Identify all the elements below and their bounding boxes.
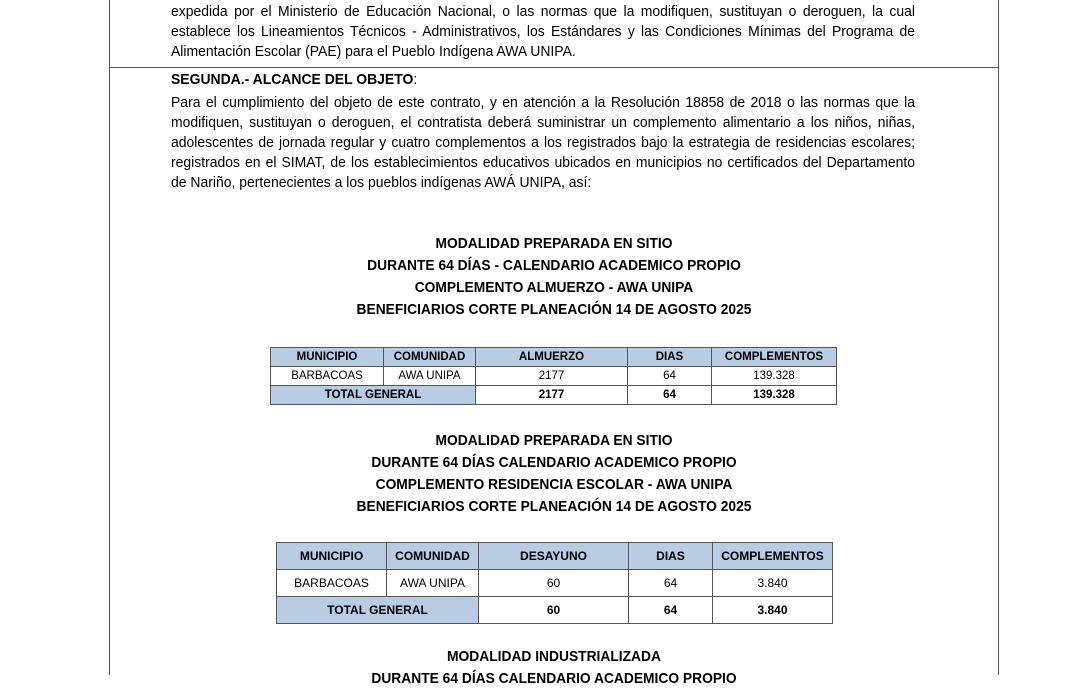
total-label: TOTAL GENERAL xyxy=(271,386,476,405)
table-header-row xyxy=(271,348,837,367)
total-desayuno: 60 xyxy=(479,597,629,624)
header-comunidad: COMUNIDAD xyxy=(384,348,476,367)
block-3-title-line: MODALIDAD INDUSTRIALIZADA xyxy=(447,648,661,665)
cell-comunidad: AWA UNIPA xyxy=(384,367,476,386)
almuerzo-table xyxy=(270,347,837,405)
header-municipio: MUNICIPIO xyxy=(271,348,384,367)
header-comunidad: COMUNIDAD xyxy=(387,543,479,570)
cell-municipio: BARBACOAS xyxy=(277,570,387,597)
total-dias: 64 xyxy=(629,597,713,624)
clause-2-heading xyxy=(171,70,417,90)
block-1-title-line: MODALIDAD PREPARADA EN SITIO xyxy=(435,235,673,252)
total-complementos: 3.840 xyxy=(713,597,833,624)
clause-2-paragraph: Para el cumplimiento del objeto de este contrato, y en atención a la Resolución 18858 de 2018 o las normas que la modifiquen, sustituyan o deroguen, el contratista deberá suministrar un complemento alimentario a los niños, niñas, adolescentes de jornada regular y cuatro complementos a los registrados bajo la estrategia de residencias escolares; registrados en el SIMAT, de los establecimientos educativos ubicados en municipios no certificados del Departamento de Nariño, pertenecientes a los pueblos indígenas AWÁ UNIPA, así: xyxy=(171,94,915,191)
cell-municipio: BARBACOAS xyxy=(271,367,384,386)
cell-comunidad: AWA UNIPA xyxy=(387,570,479,597)
cell-desayuno: 60 xyxy=(479,570,629,597)
block-1-title-line: BENEFICIARIOS CORTE PLANEACIÓN 14 DE AGOSTO 2025 xyxy=(356,301,752,318)
block-3-title-line: DURANTE 64 DÍAS CALENDARIO ACADEMICO PROPIO xyxy=(371,670,737,687)
total-almuerzo: 2177 xyxy=(476,386,628,405)
table-row xyxy=(277,570,833,597)
clause-2-heading-separator: : xyxy=(413,71,418,88)
header-almuerzo: ALMUERZO xyxy=(476,348,628,367)
block-3-title xyxy=(274,646,833,690)
header-municipio: MUNICIPIO xyxy=(277,543,387,570)
table-header-row xyxy=(277,543,833,570)
header-complementos: COMPLEMENTOS xyxy=(712,348,837,367)
cell-complementos: 139.328 xyxy=(712,367,837,386)
header-complementos: COMPLEMENTOS xyxy=(713,543,833,570)
header-desayuno: DESAYUNO xyxy=(479,543,629,570)
block-1-title-line: DURANTE 64 DÍAS - CALENDARIO ACADEMICO PROPIO xyxy=(367,257,741,274)
block-2-title-line: MODALIDAD PREPARADA EN SITIO xyxy=(435,432,673,449)
block-1-title-line: COMPLEMENTO ALMUERZO - AWA UNIPA xyxy=(414,279,694,296)
block-1-title xyxy=(274,233,833,321)
total-complementos: 139.328 xyxy=(712,386,837,405)
block-2-title xyxy=(274,430,833,518)
block-2-title-line: BENEFICIARIOS CORTE PLANEACIÓN 14 DE AGOSTO 2025 xyxy=(356,498,752,515)
table-row xyxy=(271,367,837,386)
clause-divider xyxy=(109,67,998,68)
total-dias: 64 xyxy=(628,386,712,405)
cell-almuerzo: 2177 xyxy=(476,367,628,386)
cell-dias: 64 xyxy=(629,570,713,597)
table-total-row xyxy=(271,386,837,405)
residencia-table xyxy=(276,542,833,624)
cell-complementos: 3.840 xyxy=(713,570,833,597)
clause-1-paragraph: expedida por el Ministerio de Educación Nacional, o las normas que la modifiquen, sustituyan o deroguen, la cual establece los Lineamientos Técnicos - Administrativos, los Estándares y las Condiciones Mínimas del Programa de Alimentación Escolar (PAE) para el Pueblo Indígena AWA UNIPA. xyxy=(171,3,915,60)
total-label: TOTAL GENERAL xyxy=(277,597,479,624)
block-2-title-line: DURANTE 64 DÍAS CALENDARIO ACADEMICO PROPIO xyxy=(371,454,737,471)
table-total-row xyxy=(277,597,833,624)
clause-2-heading-text: SEGUNDA.- ALCANCE DEL OBJETO xyxy=(171,71,414,88)
header-dias: DIAS xyxy=(628,348,712,367)
cell-dias: 64 xyxy=(628,367,712,386)
header-dias: DIAS xyxy=(629,543,713,570)
block-2-title-line: COMPLEMENTO RESIDENCIA ESCOLAR - AWA UNIPA xyxy=(375,476,733,493)
